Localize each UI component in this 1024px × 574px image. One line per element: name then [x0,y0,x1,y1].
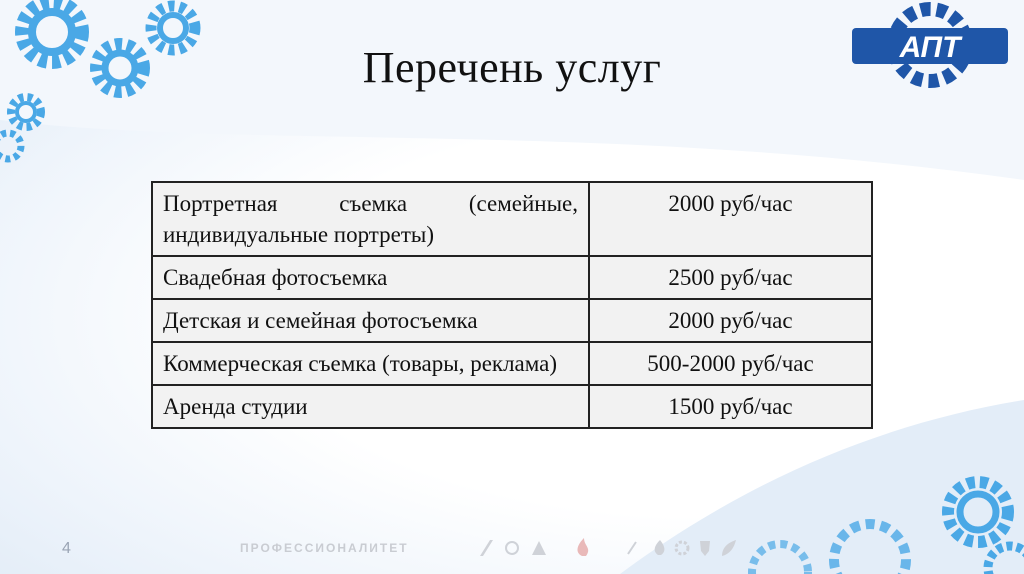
service-cell: Детская и семейная фотосъемка [152,299,589,342]
service-cell: Коммерческая съемка (товары, реклама) [152,342,589,385]
footer-flame-icon [578,538,589,556]
price-cell: 2000 руб/час [589,299,872,342]
footer-percent-icon [628,542,636,554]
slide-number: 4 [62,540,71,557]
price-cell: 500-2000 руб/час [589,342,872,385]
services-table [151,181,873,429]
table-row [152,299,872,342]
footer-shield-icon [700,541,710,556]
gears-decoration-bottom-right [720,460,1024,574]
table-row [152,256,872,299]
table-row [152,182,872,256]
service-cell: Свадебная фотосъемка [152,256,589,299]
footer-drop-icon [655,540,665,555]
footer-triangle-icon [532,541,546,555]
footer-slash-icon [480,540,493,556]
svg-text:АПТ: АПТ [899,31,961,64]
footer-gear-icon [676,542,688,554]
service-cell: Аренда студии [152,385,589,428]
footer-leaf-icon [722,540,736,556]
footer-circle-icon [506,542,518,554]
table-row [152,385,872,428]
service-cell: Портретная съемка (семейные, индивидуальные портреты) [152,182,589,256]
slide-title: Перечень услуг [362,43,662,92]
table-row [152,342,872,385]
price-cell: 1500 руб/час [589,385,872,428]
footer-brand: ПРОФЕССИОНАЛИТЕТ [240,541,409,555]
footer-icons [478,536,738,560]
price-cell: 2000 руб/час [589,182,872,256]
price-cell: 2500 руб/час [589,256,872,299]
